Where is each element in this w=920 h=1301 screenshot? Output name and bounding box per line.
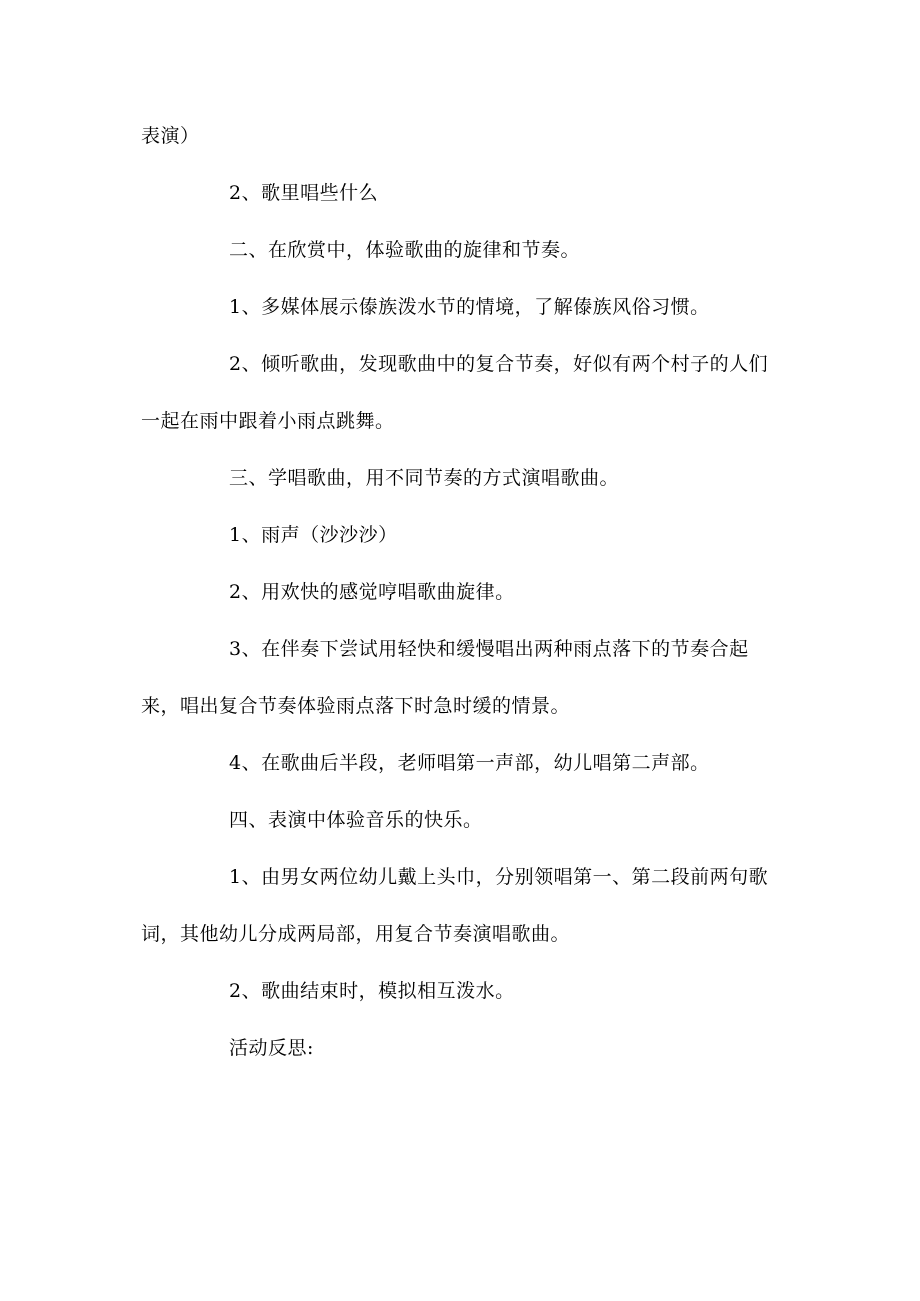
text-line-continuation: 表演） (141, 125, 200, 147)
section-heading: 三、学唱歌曲，用不同节奏的方式演唱歌曲。 (229, 467, 620, 489)
list-item: 2、用欢快的感觉哼唱歌曲旋律。 (229, 581, 515, 603)
section-heading: 四、表演中体验音乐的快乐。 (229, 809, 483, 831)
list-item: 3、在伴奏下尝试用轻快和缓慢唱出两种雨点落下的节奏合起 (229, 638, 749, 660)
list-item: 2、歌里唱些什么 (229, 182, 379, 204)
list-item: 1、多媒体展示傣族泼水节的情境，了解傣族风俗习惯。 (229, 296, 710, 318)
list-item: 1、雨声（沙沙沙） (229, 524, 398, 546)
text-line-continuation: 来，唱出复合节奏体验雨点落下时急时缓的情景。 (141, 695, 571, 717)
list-item: 2、歌曲结束时，模拟相互泼水。 (229, 980, 515, 1002)
text-line-continuation: 词，其他幼儿分成两局部，用复合节奏演唱歌曲。 (141, 923, 571, 945)
text-line-continuation: 一起在雨中跟着小雨点跳舞。 (141, 410, 395, 432)
list-item: 2、倾听歌曲，发现歌曲中的复合节奏，好似有两个村子的人们 (229, 353, 769, 375)
section-heading: 二、在欣赏中，体验歌曲的旋律和节奏。 (229, 239, 581, 261)
list-item: 1、由男女两位幼儿戴上头巾，分别领唱第一、第二段前两句歌 (229, 866, 769, 888)
section-heading: 活动反思: (229, 1037, 314, 1059)
list-item: 4、在歌曲后半段，老师唱第一声部，幼儿唱第二声部。 (229, 752, 710, 774)
